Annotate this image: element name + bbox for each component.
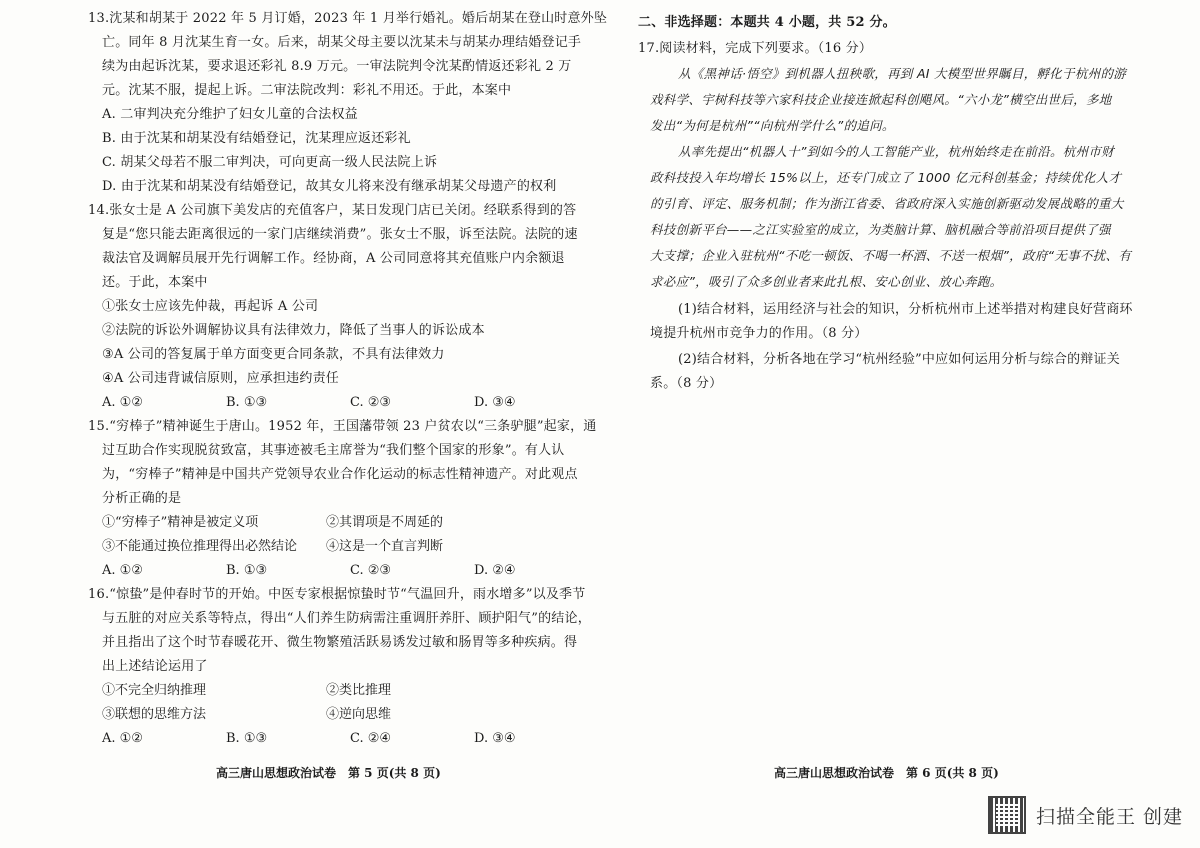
q15-line: 为，“穷棒子”精神是中国共产党领导农业合作化运动的标志性精神遗产。对此观点 [102, 467, 578, 482]
q14-item: ③A 公司的答复属于单方面变更合同条款，不具有法律效力 [102, 347, 445, 362]
q16-item: ④逆向思维 [326, 707, 392, 722]
q17-sub2-line: 系。（8 分） [650, 376, 723, 391]
q17-sub2-line: (2)结合材料，分析各地在学习“杭州经验”中应如何运用分析与综合的辩证关 [678, 352, 1120, 367]
q13-option-d: D. 由于沈某和胡某没有结婚登记，故其女儿将来没有继承胡某父母遗产的权利 [102, 179, 557, 194]
q15-answer-d: D. ②④ [474, 563, 516, 578]
q16-item: ①不完全归纳推理 [102, 683, 207, 698]
q13-option-c: C. 胡某父母若不服二审判决，可向更高一级人民法院上诉 [102, 155, 438, 170]
material-para2-line: 科技创新平台——之江实验室的成立，为类脑计算、脑机融合等前沿项目提供了强 [650, 222, 1111, 237]
q15-line: 分析正确的是 [102, 491, 182, 506]
q16-line: 出上述结论运用了 [102, 659, 208, 674]
q15-item: ①“穷棒子”精神是被定义项 [102, 515, 259, 530]
material-para2-line: 求必应”，吸引了众多创业者来此扎根、安心创业、放心奔跑。 [650, 274, 1003, 289]
q16-line: 16.“惊蛰”是仲春时节的开始。中医专家根据惊蛰时节“气温回升，雨水增多”以及季节 [88, 587, 586, 602]
q15-line: 15.“穷棒子”精神诞生于唐山。1952 年，王国藩带领 23 户贫农以“三条驴腿”起家，通 [88, 419, 597, 434]
q13-line: 亡。同年 8 月沈某生育一女。后来，胡某父母主要以沈某未与胡某办理结婚登记手 [102, 35, 582, 50]
q16-answer-a: A. ①② [102, 731, 143, 746]
right-page [638, 0, 1168, 848]
q16-items-row [102, 683, 550, 699]
q14-answer-d: D. ③④ [474, 395, 516, 410]
q14-line: 裁法官及调解员展开先行调解工作。经协商，A 公司同意将其充值账户内余额退 [102, 251, 565, 266]
q15-items-row [102, 539, 550, 555]
q14-line: 14.张女士是 A 公司旗下美发店的充值客户，某日发现门店已关闭。经联系得到的答 [88, 203, 577, 218]
scanner-watermark [988, 796, 1183, 834]
right-page-footer: 高三唐山思想政治试卷 第 6 页(共 8 页) [774, 766, 999, 780]
material-para2-line: 从率先提出“机器人十”到如今的人工智能产业，杭州始终走在前沿。杭州市财 [678, 144, 1114, 159]
q15-item: ④这是一个直言判断 [326, 539, 444, 554]
qr-code-icon [988, 796, 1026, 834]
material-para2-line: 的引育、评定、服务机制；作为浙江省委、省政府深入实施创新驱动发展战略的重大 [650, 196, 1124, 211]
q13-option-a: A. 二审判决充分维护了妇女儿童的合法权益 [102, 107, 358, 122]
q16-line: 与五脏的对应关系等特点，得出“人们养生防病需注重调肝养肝、顾护阳气”的结论， [102, 611, 591, 626]
q15-items-row [102, 515, 550, 531]
q14-line: 复是“您只能去距离很远的一家门店继续消费”。张女士不服，诉至法院。法院的速 [102, 227, 578, 242]
watermark-text: 扫描全能王 创建 [1036, 805, 1184, 828]
left-page-footer: 高三唐山思想政治试卷 第 5 页(共 8 页) [216, 766, 441, 780]
material-para1-line: 戏科学、宇树科技等六家科技企业接连掀起科创飓风。“六小龙”横空出世后，多地 [650, 92, 1112, 107]
q16-answer-d: D. ③④ [474, 731, 516, 746]
q14-line: 还。于此，本案中 [102, 275, 208, 290]
q15-line: 过互助合作实现脱贫致富，其事迹被毛主席誉为“我们整个国家的形象”。有人认 [102, 443, 565, 458]
q14-answer-b: B. ①③ [226, 395, 268, 410]
q16-answer-c: C. ②④ [350, 731, 392, 746]
q13-line: 续为由起诉沈某，要求退还彩礼 8.9 万元。一审法院判令沈某酌情返还彩礼 2 万 [102, 59, 572, 74]
material-para1-line: 从《黑神话·悟空》到机器人扭秧歌，再到 AI 大模型世界瞩目，孵化于杭州的游 [678, 66, 1127, 81]
q13-line: 元。沈某不服，提起上诉。二审法院改判：彩礼不用还。于此，本案中 [102, 83, 512, 98]
q15-item: ③不能通过换位推理得出必然结论 [102, 539, 298, 554]
q14-answer-a: A. ①② [102, 395, 143, 410]
q14-answer-c: C. ②③ [350, 395, 392, 410]
q15-item: ②其谓项是不周延的 [326, 515, 444, 530]
q13-line: 13.沈某和胡某于 2022 年 5 月订婚，2023 年 1 月举行婚礼。婚后胡某在登山时意外坠 [88, 11, 608, 26]
q14-item: ④A 公司违背诚信原则，应承担违约责任 [102, 371, 339, 386]
material-para2-line: 大支撑；企业入驻杭州“不吃一顿饭、不喝一杯酒、不送一根烟”，政府“无事不扰、有 [650, 248, 1132, 263]
material-para2-line: 政科技投入年均增长 15%以上，还专门成立了 1000 亿元科创基金；持续优化人才 [650, 170, 1122, 185]
q15-answers [102, 563, 598, 579]
q17-title: 17.阅读材料，完成下列要求。（16 分） [638, 41, 873, 56]
q15-answer-b: B. ①③ [226, 563, 268, 578]
q13-option-b: B. 由于沈某和胡某没有结婚登记，沈某理应返还彩礼 [102, 131, 411, 146]
q16-answer-b: B. ①③ [226, 731, 268, 746]
q16-item: ②类比推理 [326, 683, 392, 698]
q14-answers [102, 395, 598, 411]
q16-answers [102, 731, 598, 747]
q15-answer-c: C. ②③ [350, 563, 392, 578]
q17-sub1-line: 境提升杭州市竞争力的作用。（8 分） [650, 326, 868, 341]
q14-item: ①张女士应该先仲裁，再起诉 A 公司 [102, 299, 319, 314]
left-page [88, 0, 610, 848]
q14-item: ②法院的诉讼外调解协议具有法律效力，降低了当事人的诉讼成本 [102, 323, 485, 338]
q16-line: 并且指出了这个时节春暖花开、微生物繁殖活跃易诱发过敏和肠胃等多种疾病。得 [102, 635, 578, 650]
material-para1-line: 发出“为何是杭州”“向杭州学什么”的追问。 [650, 118, 895, 133]
q16-items-row [102, 707, 550, 723]
q17-sub1-line: (1)结合材料，运用经济与社会的知识，分析杭州市上述举措对构建良好营商环 [678, 302, 1133, 317]
section-title: 二、非选择题：本题共 4 小题，共 52 分。 [638, 15, 896, 30]
q15-answer-a: A. ①② [102, 563, 143, 578]
q16-item: ③联想的思维方法 [102, 707, 207, 722]
